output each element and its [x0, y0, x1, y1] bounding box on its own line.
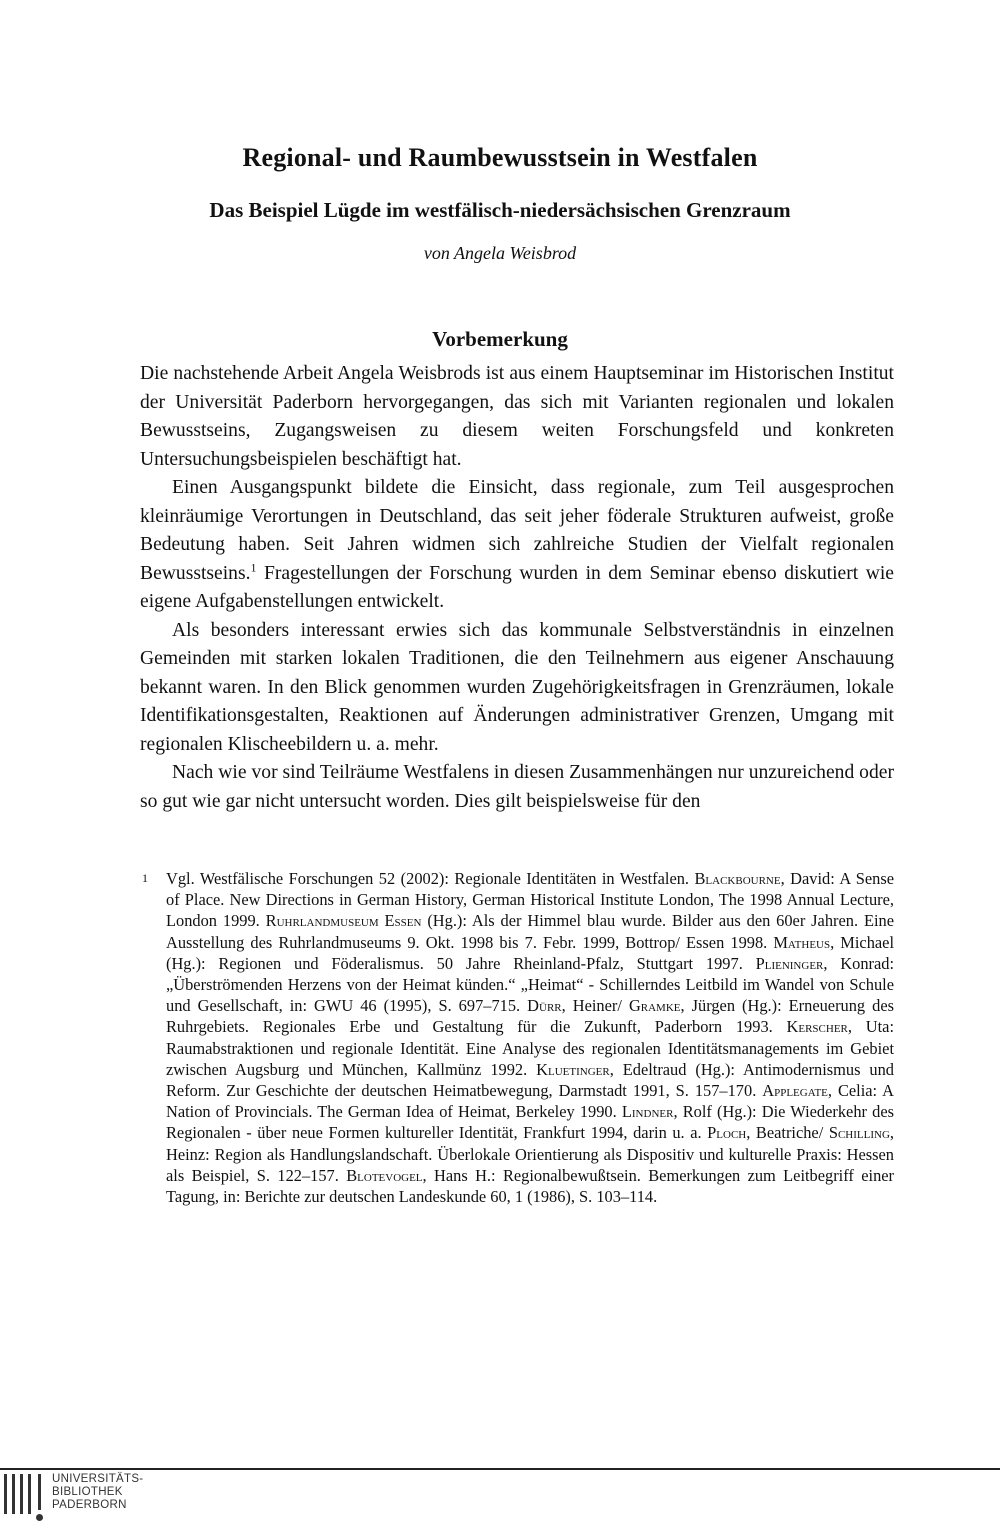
footnote-text: , Beatriche/ [746, 1123, 829, 1143]
library-logo-dot-icon [36, 1514, 43, 1521]
footnote-author-name: Applegate [762, 1081, 828, 1101]
footnote-text: , Michael (Hg.): Regionen und Föderalismus. 50 Jahre Rheinland-Pfalz, Stuttgart 1997. [166, 932, 895, 973]
library-logo-line-2: BIBLIOTHEK [52, 1485, 123, 1498]
footnote-text: , Konrad: „Überströmenden Herzens von der Heimat künden.“ „Heimat“ - Schillerndes Leitbild im Wandel von Schule und Gesellschaft, in: GWU 46 (1995), S. 697–715. [166, 953, 895, 1016]
footnote-text: (Hg.): Als der Himmel blau wurde. Bilder aus den 60er Jahren. Eine Ausstellung des Ruhrlandmuseums 9. Okt. 1998 bis 7. Febr. 1999, Bottrop/ Essen 1998. [166, 911, 894, 952]
footnote-text: , Celia: A Nation of Provincials. The German Idea of Heimat, Berkeley 1990. [166, 1081, 894, 1122]
footnote-text: , Rolf (Hg.): Die Wiederkehr des Regionalen - über neue Formen kultureller Identität, Frankfurt 1994, darin u. a. [166, 1102, 894, 1143]
footnote-1 [140, 868, 894, 1207]
bottom-rule [0, 1468, 1000, 1470]
footnote-reference[interactable]: 1 [250, 559, 257, 574]
section-heading: Vorbemerkung [432, 327, 568, 351]
article-author: von Angela Weisbrod [423, 243, 577, 263]
article-title: Regional- und Raumbewusstsein in Westfalen [242, 143, 758, 172]
library-logo-text [52, 1473, 143, 1511]
footnote-author-name: Dürr [527, 996, 562, 1016]
library-logo-bars-icon [4, 1474, 44, 1514]
paragraph-3: Als besonders interessant erwies sich das kommunale Selbstverständnis in einzelnen Gemeinden mit starken lokalen Traditionen, die den Teilnehmern aus eigener Anschauung bekannt waren. In den Blick genommen wurden Zugehörigkeitsfragen in Grenzräumen, lokale Identifikationsgestalten, Reaktionen auf Änderungen administrativer Grenzen, Umgang mit regionalen Klischeebildern u. a. mehr. [140, 619, 894, 755]
library-logo-line-1: UNIVERSITÄTS- [52, 1473, 144, 1485]
footnote-author-name: Matheus [773, 932, 831, 952]
footnotes [140, 868, 894, 1207]
footnote-text: , Uta: Raumabstraktionen und regionale Identität. Eine Analyse des regionalen Identitätsmanagements im Gebiet zwischen Augsburg und München, Kallmünz 1992. [166, 1017, 894, 1079]
footnote-text: Vgl. Westfälische Forschungen 52 (2002): Regionale Identitäten in Westfalen. [166, 869, 695, 888]
article-subtitle: Das Beispiel Lügde im westfälisch-niedersächsischen Grenzraum [209, 198, 791, 222]
library-logo-line-3: PADERBORN [52, 1498, 127, 1511]
footnote-number: 1 [142, 871, 148, 885]
footnote-author-name: Plieninger [755, 953, 824, 973]
paragraph-2-text-b: Fragestellungen der Forschung wurden in dem Seminar ebenso diskutiert wie eigene Aufgabenstellungen entwickelt. [140, 562, 894, 612]
footnote-text: , Hans H.: Regionalbewußtsein. Bemerkungen zum Leitbegriff einer Tagung, in: Berichte zur deutschen Landeskunde 60, 1 (1986), S. 103–114. [166, 1165, 894, 1207]
footnote-author-name: Blotevogel [346, 1165, 423, 1185]
footnote-text: , Heiner/ [561, 996, 629, 1016]
library-logo [0, 1472, 160, 1522]
footnote-author-name: Gramke [628, 996, 681, 1016]
footnote-author-name: Kerscher [786, 1017, 848, 1037]
footnote-author-name: Schilling [828, 1123, 890, 1143]
paragraph-1: Die nachstehende Arbeit Angela Weisbrods ist aus einem Hauptseminar im Historischen Institut der Universität Paderborn hervorgegangen, das sich mit Varianten regionalen und lokalen Bewusstseins, Zugangsweisen zu diesem weiten Forschungsfeld und konkreten Untersuchungsbeispielen beschäftigt hat. [140, 363, 894, 470]
footnote-text: , Jürgen (Hg.): Erneuerung des Ruhrgebiets. Regionales Erbe und Gestaltung für die Zukunft, Paderborn 1993. [166, 996, 894, 1037]
footnote-author-name: Kluetinger [536, 1059, 610, 1079]
footnote-author-name: Lindner [621, 1102, 674, 1122]
paragraph-2 [140, 474, 894, 617]
footnote-text: , David: A Sense of Place. New Directions in German History, German Historical Institute London, The 1998 Annual Lecture, London 1999. [166, 869, 894, 931]
footnote-author-name: Blackbourne [694, 869, 781, 888]
footnote-text: , Heinz: Region als Handlungslandschaft. Überlokale Orientierung als Dispositiv und kulturelle Praxis: Hessen als Beispiel, S. 122–157. [166, 1123, 895, 1185]
paragraph-2-text-a: Einen Ausgangspunkt bildete die Einsicht, dass regionale, zum Teil ausgesprochen kleinräumige Verortungen in Deutschland, das seit jeher föderale Strukturen aufweist, große Bedeutung haben. Seit Jahren widmen sich zahlreiche Studien der Vielfalt regionalen Bewusstseins. [140, 477, 894, 584]
paragraph-4: Nach wie vor sind Teilräume Westfalens in diesen Zusammenhängen nur unzureichend oder so gut wie gar nicht untersucht worden. Dies gilt beispielsweise für den [140, 762, 894, 812]
footnote-author-name: Ruhrlandmuseum Essen [265, 911, 422, 931]
body-text [140, 360, 894, 816]
footnote-author-name: Ploch [707, 1123, 747, 1143]
footnote-text: , Edeltraud (Hg.): Antimodernismus und Reform. Zur Geschichte der deutschen Heimatbewegung, Darmstadt 1991, S. 157–170. [166, 1059, 894, 1101]
